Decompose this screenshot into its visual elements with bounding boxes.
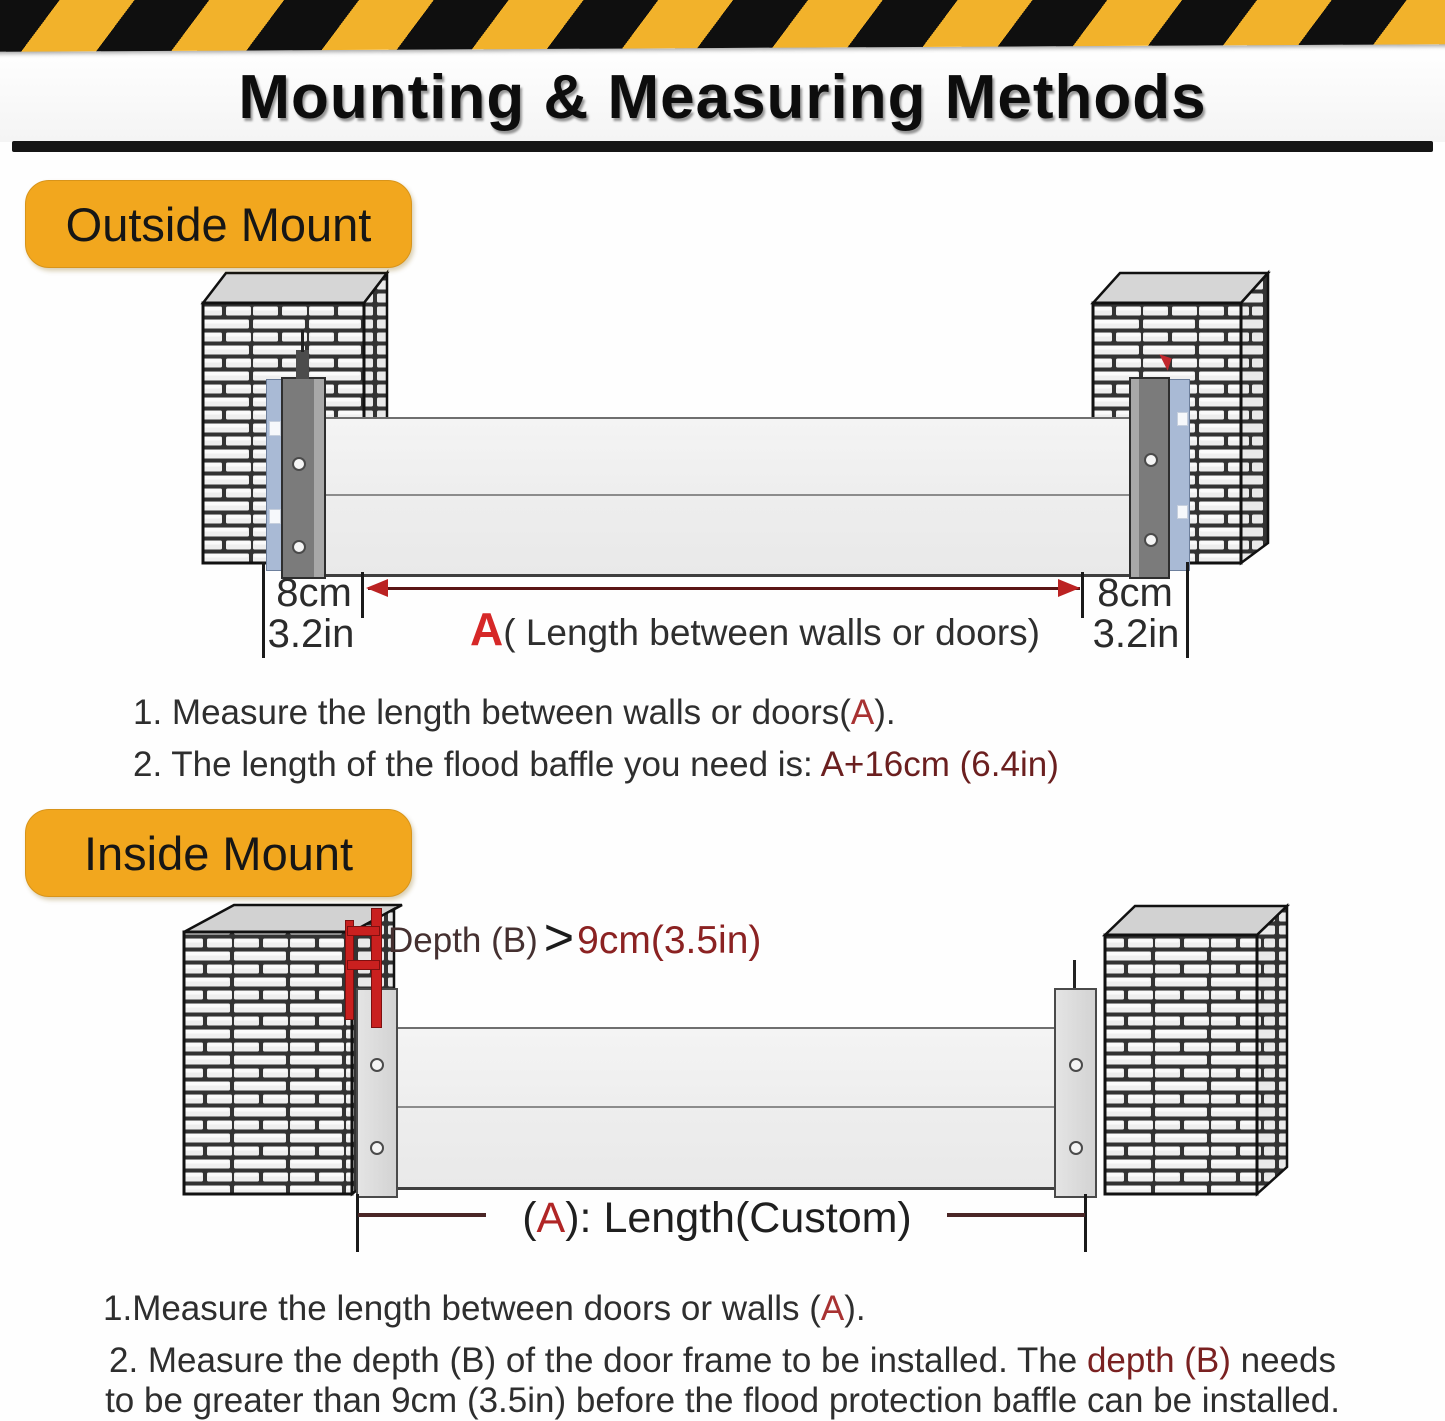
inside-dim-tick-left [356, 1194, 359, 1252]
outside-left-screw-hole-bottom [292, 540, 306, 554]
outside-right-seal-tab-bottom [1177, 505, 1188, 519]
inside-step-2-line-2 [0, 1381, 1445, 1421]
depth-label-text: Depth (B) [388, 921, 538, 960]
outside-left-seal-tab-bottom [269, 509, 281, 524]
outside-span-label-text: ( Length between walls or doors) [503, 612, 1041, 653]
inside-right-anchor-pin [1073, 960, 1076, 988]
outside-flood-barrier-panels [322, 417, 1130, 577]
outside-step-1-end: ). [874, 693, 896, 732]
inside-step-2-end: needs [1230, 1341, 1337, 1380]
inside-left-screw-hole-top [370, 1058, 384, 1072]
inside-dim-tick-right [1084, 1194, 1087, 1252]
inside-mount-badge-label: Inside Mount [83, 826, 354, 880]
outside-mount-badge [25, 180, 412, 268]
outside-left-offset-in: 3.2in [267, 612, 355, 656]
inside-step-2-line-1 [0, 1341, 1445, 1381]
depth-marker-top-rung [347, 926, 380, 936]
hazard-stripe-banner [0, 0, 1445, 52]
inside-dim-segment-right [947, 1213, 1085, 1217]
depth-marker-icon [345, 908, 385, 1028]
inside-flood-barrier-panels [394, 1027, 1054, 1190]
inside-right-mounting-channel [1054, 988, 1097, 1198]
inside-step-1-a: A [820, 1289, 845, 1328]
outside-right-offset-cm: 8cm [1097, 571, 1173, 615]
outside-right-screw-hole-top [1144, 453, 1158, 467]
page-title: Mounting & Measuring Methods [238, 63, 1207, 132]
inside-left-screw-hole-bottom [370, 1141, 384, 1155]
greater-than-symbol: > [543, 909, 575, 967]
outside-span-arrowhead-right [1058, 579, 1080, 597]
inside-step-1 [103, 1289, 866, 1329]
inside-span-post: ): Length(Custom) [565, 1194, 912, 1242]
header-divider-bar [12, 141, 1433, 152]
outside-left-offset-cm: 8cm [276, 571, 352, 615]
inside-step-1-text: 1.Measure the length between doors or walls ( [103, 1289, 821, 1328]
outside-span-label-a: A [469, 603, 504, 655]
inside-barrier-panel-joint [394, 1106, 1054, 1108]
inside-step-2-depth: depth (B) [1086, 1341, 1231, 1380]
depth-requirement-label [388, 909, 762, 970]
inside-step-1-end: ). [844, 1289, 866, 1328]
outside-step-2 [133, 745, 1059, 785]
outside-step-1-text: 1. Measure the length between walls or doors( [133, 693, 851, 732]
outside-dim-tick-inner-right [1081, 572, 1084, 618]
outside-right-seal-tab-top [1177, 412, 1188, 426]
inside-span-a: A [536, 1194, 566, 1242]
outside-left-screw-hole-top [292, 457, 306, 471]
outside-span-label [430, 602, 1080, 656]
outside-step-1 [133, 693, 896, 733]
outside-span-arrow-line [368, 587, 1080, 590]
outside-mount-badge-label: Outside Mount [65, 197, 372, 251]
outside-step-1-a: A [850, 693, 875, 732]
inside-span-label [486, 1194, 948, 1243]
outside-span-arrowhead-left [366, 579, 388, 597]
outside-barrier-panel-joint [322, 494, 1130, 496]
outside-left-anchor-pin [301, 330, 304, 352]
depth-value-text: 9cm(3.5in) [577, 919, 762, 962]
inside-step-2-continued: to be greater than 9cm (3.5in) before the flood protection baffle can be installed. [105, 1381, 1340, 1420]
outside-left-mounting-channel [281, 377, 326, 579]
outside-step-2-text: 2. The length of the flood baffle you need is: [133, 745, 821, 784]
inside-right-brick-pillar [1097, 897, 1297, 1202]
depth-marker-mid-rung [347, 960, 380, 970]
outside-left-seal-tab-top [269, 421, 281, 436]
outside-dim-tick-outer-right [1186, 562, 1189, 658]
outside-step-2-formula: A+16cm (6.4in) [820, 745, 1059, 784]
inside-span-pre: ( [522, 1194, 537, 1242]
outside-right-mounting-channel [1129, 377, 1170, 579]
outside-left-channel-anchor [296, 350, 309, 379]
outside-right-screw-hole-bottom [1144, 533, 1158, 547]
inside-mount-badge [25, 809, 412, 897]
outside-dim-tick-inner-left [361, 572, 364, 618]
inside-step-2-text: 2. Measure the depth (B) of the door frame to be installed. The [108, 1341, 1087, 1380]
outside-right-offset-in: 3.2in [1092, 612, 1180, 656]
inside-dim-segment-left [358, 1213, 486, 1217]
inside-right-screw-hole-top [1069, 1058, 1083, 1072]
inside-right-screw-hole-bottom [1069, 1141, 1083, 1155]
